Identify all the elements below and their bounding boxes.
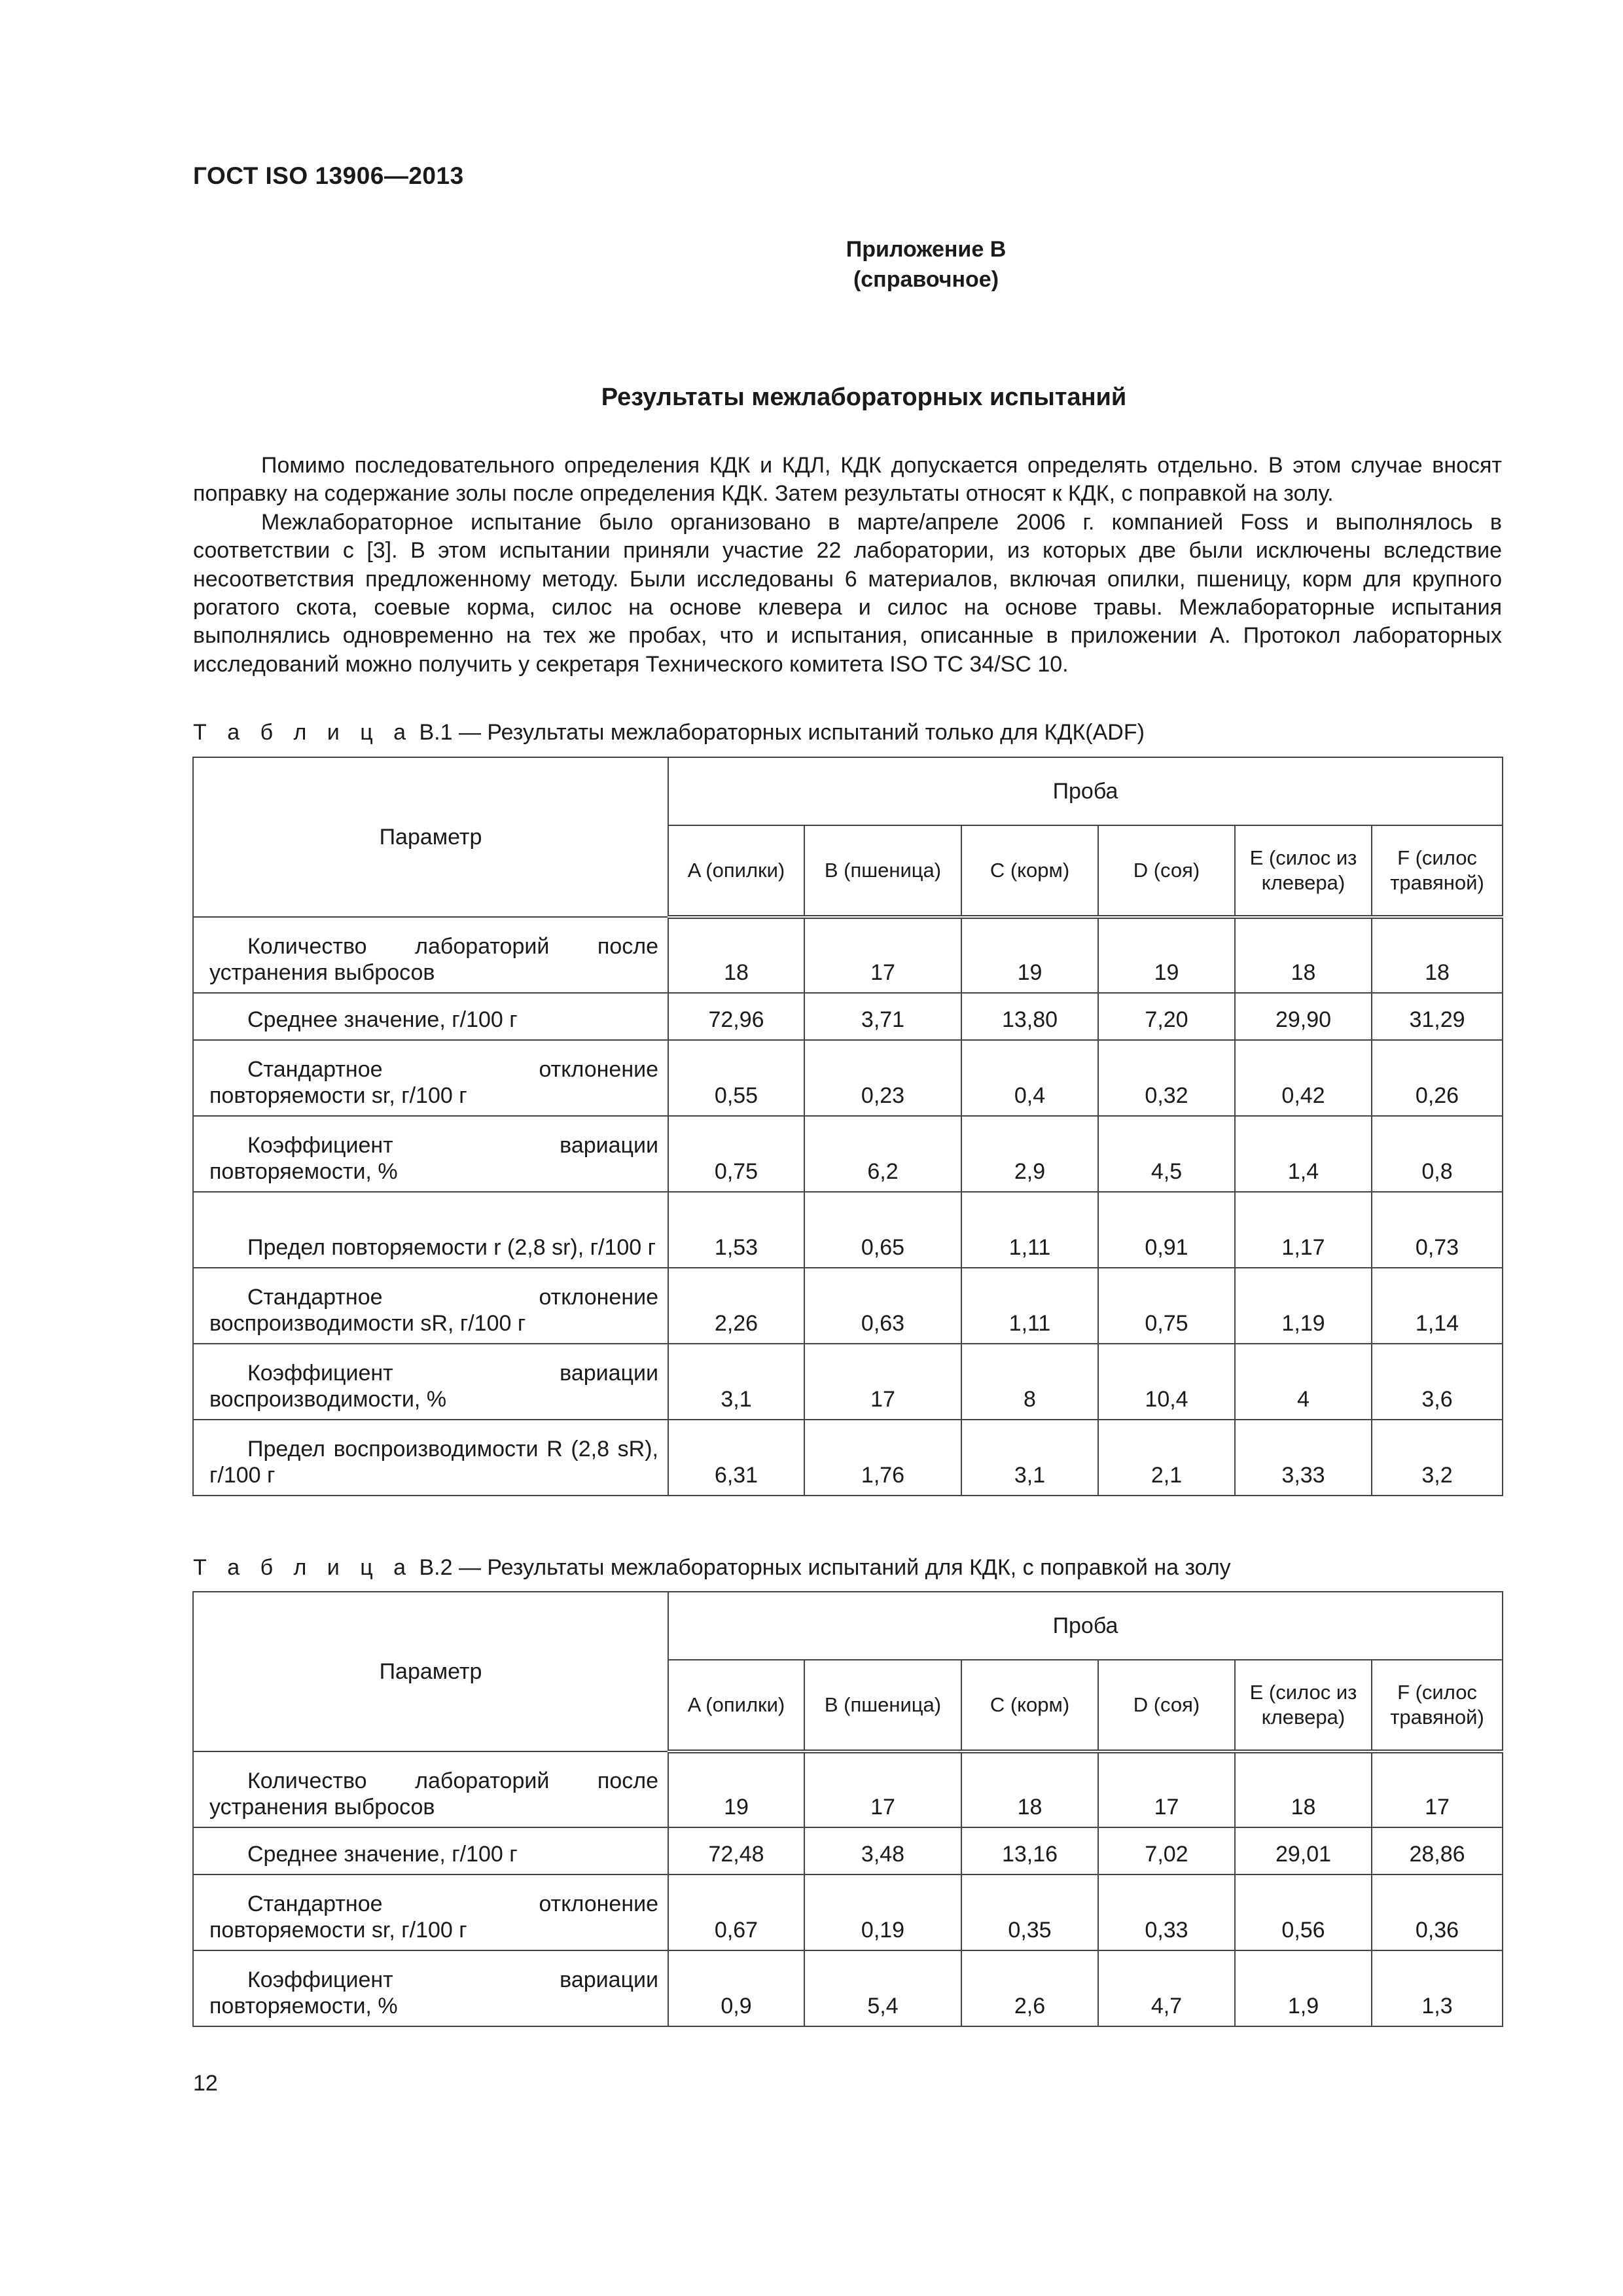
row-label-text: Предел воспроизводимости R (2,8 sR), г/100 г — [209, 1437, 658, 1488]
row-label-text: Среднее значение, г/100 г — [247, 1007, 518, 1032]
row-label — [193, 1344, 668, 1420]
table-cell: 3,71 — [804, 993, 961, 1040]
table-cell: 28,86 — [1372, 1827, 1503, 1874]
table-cell: 1,76 — [804, 1420, 961, 1496]
column-header: A (опилки) — [668, 825, 804, 917]
table-cell: 2,6 — [961, 1950, 1098, 2026]
table-row — [193, 1192, 1503, 1268]
table-cell: 4,5 — [1098, 1116, 1235, 1192]
table-row — [193, 1116, 1503, 1192]
column-header: C (корм) — [961, 1660, 1098, 1751]
sample-group-header: Проба — [668, 757, 1503, 825]
row-label — [193, 1420, 668, 1496]
table-cell: 18 — [1372, 917, 1503, 993]
section-title-text: Результаты межлабораторных испытаний — [601, 384, 1127, 411]
row-label-text: Стандартное отклонение повторяемости sr, г/100 г — [209, 1892, 658, 1943]
row-label — [193, 1827, 668, 1874]
column-header: F (силос травяной) — [1372, 825, 1503, 917]
table-row — [193, 1874, 1503, 1950]
table-cell: 7,02 — [1098, 1827, 1235, 1874]
table-caption-text: В.1 — Результаты межлабораторных испытаний только для КДК(ADF) — [413, 720, 1145, 745]
table-cell: 0,8 — [1372, 1116, 1503, 1192]
table-cell: 0,67 — [668, 1874, 804, 1950]
param-header: Параметр — [193, 1592, 668, 1751]
table-cell: 13,16 — [961, 1827, 1098, 1874]
table-cell: 72,48 — [668, 1827, 804, 1874]
table-cell: 0,4 — [961, 1040, 1098, 1116]
row-label-text: Предел повторяемости r (2,8 sr), г/100 г — [247, 1235, 656, 1260]
row-label — [193, 993, 668, 1040]
paragraph: Межлабораторное испытание было организовано в марте/апреле 2006 г. компанией Foss и выполнялось в соответствии с [3]. В этом испытании приняли участие 22 лаборатории, из которых две были исключены вследствие несоответствия предложенному методу. Были исследованы 6 материалов, включая опилки, пшеницу, корм для крупного рогатого скота, соевые корма, силос на основе клевера и силос на основе травы. Межлабораторные испытания выполнялись одновременно на тех же пробах, что и испытания, описанные в приложении А. Протокол лабораторных исследований можно получить у секретаря Технического комитета ISO TC 34/SC 10. — [193, 509, 1502, 677]
table-cell: 1,4 — [1235, 1116, 1372, 1192]
row-label-text: Стандартное отклонение повторяемости sr, г/100 г — [209, 1057, 658, 1108]
table-cell: 13,80 — [961, 993, 1098, 1040]
row-label — [193, 1751, 668, 1827]
table-cell: 19 — [668, 1751, 804, 1827]
annex-heading — [0, 234, 1623, 295]
table-cell: 8 — [961, 1344, 1098, 1420]
table-cell: 1,19 — [1235, 1268, 1372, 1344]
table-cell: 31,29 — [1372, 993, 1503, 1040]
annex-title: Приложение В — [846, 237, 1007, 262]
column-header: F (силос травяной) — [1372, 1660, 1503, 1751]
table-cell: 0,73 — [1372, 1192, 1503, 1268]
table-cell: 0,35 — [961, 1874, 1098, 1950]
table-row — [193, 1420, 1503, 1496]
table-cell: 19 — [1098, 917, 1235, 993]
table-row — [193, 1040, 1503, 1116]
row-label — [193, 1116, 668, 1192]
table-cell: 7,20 — [1098, 993, 1235, 1040]
row-label-text: Коэффициент вариации воспроизводимости, % — [209, 1361, 658, 1412]
table-cell: 17 — [804, 1751, 961, 1827]
table-cell: 3,48 — [804, 1827, 961, 1874]
table-cell: 0,23 — [804, 1040, 961, 1116]
table-cell: 0,9 — [668, 1950, 804, 2026]
column-header: E (силос из клевера) — [1235, 825, 1372, 917]
table-cell: 0,55 — [668, 1040, 804, 1116]
table-caption-prefix: Т а б л и ц а — [193, 720, 414, 745]
annex-status: (справочное) — [853, 267, 999, 292]
row-label-text: Стандартное отклонение воспроизводимости sR, г/100 г — [209, 1285, 658, 1336]
row-label-text: Коэффициент вариации повторяемости, % — [209, 1133, 658, 1184]
table-cell: 17 — [1372, 1751, 1503, 1827]
column-header: D (соя) — [1098, 825, 1235, 917]
row-label — [193, 1950, 668, 2026]
table-cell: 0,26 — [1372, 1040, 1503, 1116]
table-cell: 1,14 — [1372, 1268, 1503, 1344]
table-cell: 17 — [804, 1344, 961, 1420]
table-cell: 29,90 — [1235, 993, 1372, 1040]
table-cell: 4,7 — [1098, 1950, 1235, 2026]
table-cell: 2,9 — [961, 1116, 1098, 1192]
column-header: C (корм) — [961, 825, 1098, 917]
table-cell: 1,17 — [1235, 1192, 1372, 1268]
table-row — [193, 1268, 1503, 1344]
table-cell: 18 — [668, 917, 804, 993]
table-cell: 1,11 — [961, 1268, 1098, 1344]
table-cell: 0,91 — [1098, 1192, 1235, 1268]
row-label-text: Коэффициент вариации повторяемости, % — [209, 1967, 658, 2018]
sample-group-header: Проба — [668, 1592, 1503, 1660]
table-b2 — [192, 1591, 1503, 2027]
column-header: A (опилки) — [668, 1660, 804, 1751]
document-code: ГОСТ ISO 13906—2013 — [193, 162, 464, 189]
table-cell: 3,1 — [961, 1420, 1098, 1496]
body-text — [193, 452, 1502, 679]
column-header: B (пшеница) — [804, 825, 961, 917]
table-cell: 6,2 — [804, 1116, 961, 1192]
table-cell: 10,4 — [1098, 1344, 1235, 1420]
table-cell: 3,33 — [1235, 1420, 1372, 1496]
table-cell: 29,01 — [1235, 1827, 1372, 1874]
table-cell: 2,1 — [1098, 1420, 1235, 1496]
table-cell: 0,65 — [804, 1192, 961, 1268]
table-cell: 0,32 — [1098, 1040, 1235, 1116]
row-label — [193, 917, 668, 993]
table-b2-caption — [193, 1554, 1231, 1581]
column-header: B (пшеница) — [804, 1660, 961, 1751]
table-cell: 18 — [1235, 1751, 1372, 1827]
row-label — [193, 1192, 668, 1268]
row-label-text: Количество лабораторий после устранения выбросов — [209, 934, 658, 985]
table-cell: 5,4 — [804, 1950, 961, 2026]
table-cell: 17 — [804, 917, 961, 993]
table-caption-text: В.2 — Результаты межлабораторных испытаний для КДК, с поправкой на золу — [413, 1555, 1231, 1580]
table-b1 — [192, 757, 1503, 1496]
column-header: E (силос из клевера) — [1235, 1660, 1372, 1751]
table-row — [193, 917, 1503, 993]
table-cell: 3,2 — [1372, 1420, 1503, 1496]
table-row — [193, 1950, 1503, 2026]
table-row — [193, 1751, 1503, 1827]
table-caption-prefix: Т а б л и ц а — [193, 1555, 414, 1580]
table-cell: 1,11 — [961, 1192, 1098, 1268]
table-cell: 0,42 — [1235, 1040, 1372, 1116]
table-cell: 0,63 — [804, 1268, 961, 1344]
table-cell: 18 — [961, 1751, 1098, 1827]
table-cell: 18 — [1235, 917, 1372, 993]
section-title — [0, 384, 1623, 412]
table-cell: 0,75 — [1098, 1268, 1235, 1344]
table-cell: 0,75 — [668, 1116, 804, 1192]
table-cell: 3,1 — [668, 1344, 804, 1420]
table-cell: 1,3 — [1372, 1950, 1503, 2026]
table-cell: 0,56 — [1235, 1874, 1372, 1950]
table-cell: 2,26 — [668, 1268, 804, 1344]
row-label — [193, 1268, 668, 1344]
page-number: 12 — [193, 2071, 218, 2096]
table-cell: 0,33 — [1098, 1874, 1235, 1950]
table-cell: 6,31 — [668, 1420, 804, 1496]
table-cell: 72,96 — [668, 993, 804, 1040]
table-cell: 1,9 — [1235, 1950, 1372, 2026]
column-header: D (соя) — [1098, 1660, 1235, 1751]
table-b1-caption — [193, 719, 1145, 745]
table-cell: 0,19 — [804, 1874, 961, 1950]
param-header: Параметр — [193, 757, 668, 917]
table-row — [193, 993, 1503, 1040]
row-label — [193, 1040, 668, 1116]
paragraph: Помимо последовательного определения КДК и КДЛ, КДК допускается определять отдельно. В этом случае вносят поправку на содержание золы после определения КДК. Затем результаты относят к КДК, с поправкой на золу. — [193, 453, 1502, 507]
row-label-text: Среднее значение, г/100 г — [247, 1842, 518, 1867]
table-row — [193, 1344, 1503, 1420]
table-cell: 0,36 — [1372, 1874, 1503, 1950]
table-cell: 1,53 — [668, 1192, 804, 1268]
table-cell: 3,6 — [1372, 1344, 1503, 1420]
row-label — [193, 1874, 668, 1950]
table-cell: 19 — [961, 917, 1098, 993]
table-cell: 4 — [1235, 1344, 1372, 1420]
row-label-text: Количество лабораторий после устранения выбросов — [209, 1768, 658, 1820]
table-cell: 17 — [1098, 1751, 1235, 1827]
table-row — [193, 1827, 1503, 1874]
